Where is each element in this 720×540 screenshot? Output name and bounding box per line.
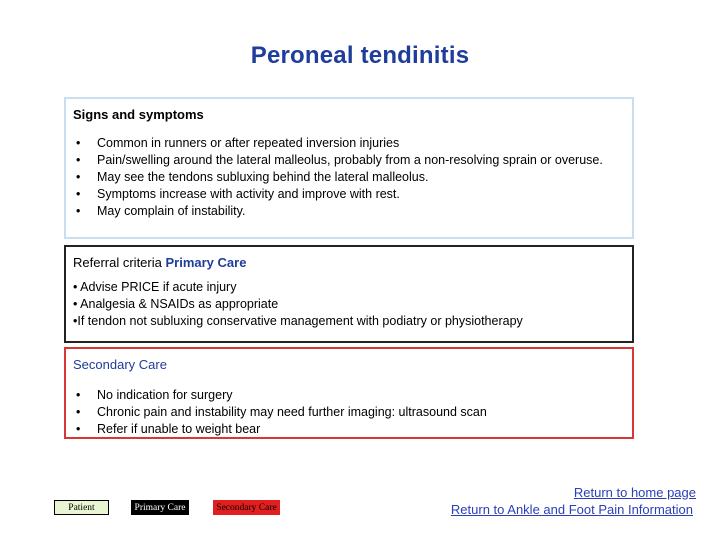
bullet-icon: • [76,204,81,218]
primary-list [73,279,523,330]
signs-list [73,135,624,220]
bullet-icon: • [76,153,81,167]
legend-primary-care: Primary Care [131,500,189,515]
bullet-icon: • [76,136,81,150]
bullet-icon: • [76,405,81,419]
return-home-link[interactable]: Return to home page [573,485,696,500]
secondary-list [73,387,624,438]
primary-care-box [64,245,634,343]
return-ankle-foot-link[interactable]: Return to Ankle and Foot Pain Information [450,502,693,517]
primary-heading: Referral criteria Primary Care [73,255,247,270]
list-item: • Advise PRICE if acute injury [73,280,237,294]
list-item: • Pain/swelling around the lateral malleolus, probably from a non-resolving sprain or overuse. [76,153,603,167]
bullet-icon: • [76,422,81,436]
list-item: •If tendon not subluxing conservative management with podiatry or physiotherapy [73,314,523,328]
bullet-icon: • [76,187,81,201]
primary-heading-accent: Primary Care [165,255,247,270]
secondary-care-box [64,347,634,439]
secondary-heading: Secondary Care [73,357,167,372]
list-item: • Common in runners or after repeated inversion injuries [76,136,400,150]
list-item: • Analgesia & NSAIDs as appropriate [73,297,279,311]
list-item: • No indication for surgery [76,388,233,402]
bullet-icon: • [76,388,81,402]
signs-symptoms-box [64,97,634,239]
list-item: • May see the tendons subluxing behind the lateral malleolus. [76,170,429,184]
list-item: • May complain of instability. [76,204,246,218]
list-item: • Chronic pain and instability may need further imaging: ultrasound scan [76,405,487,419]
signs-heading: Signs and symptoms [73,107,204,122]
page-title: Peroneal tendinitis [250,42,470,69]
list-item: • Refer if unable to weight bear [76,422,261,436]
legend-patient: Patient [54,500,109,515]
list-item: • Symptoms increase with activity and improve with rest. [76,187,400,201]
legend-secondary-care: Secondary Care [213,500,280,515]
bullet-icon: • [76,170,81,184]
